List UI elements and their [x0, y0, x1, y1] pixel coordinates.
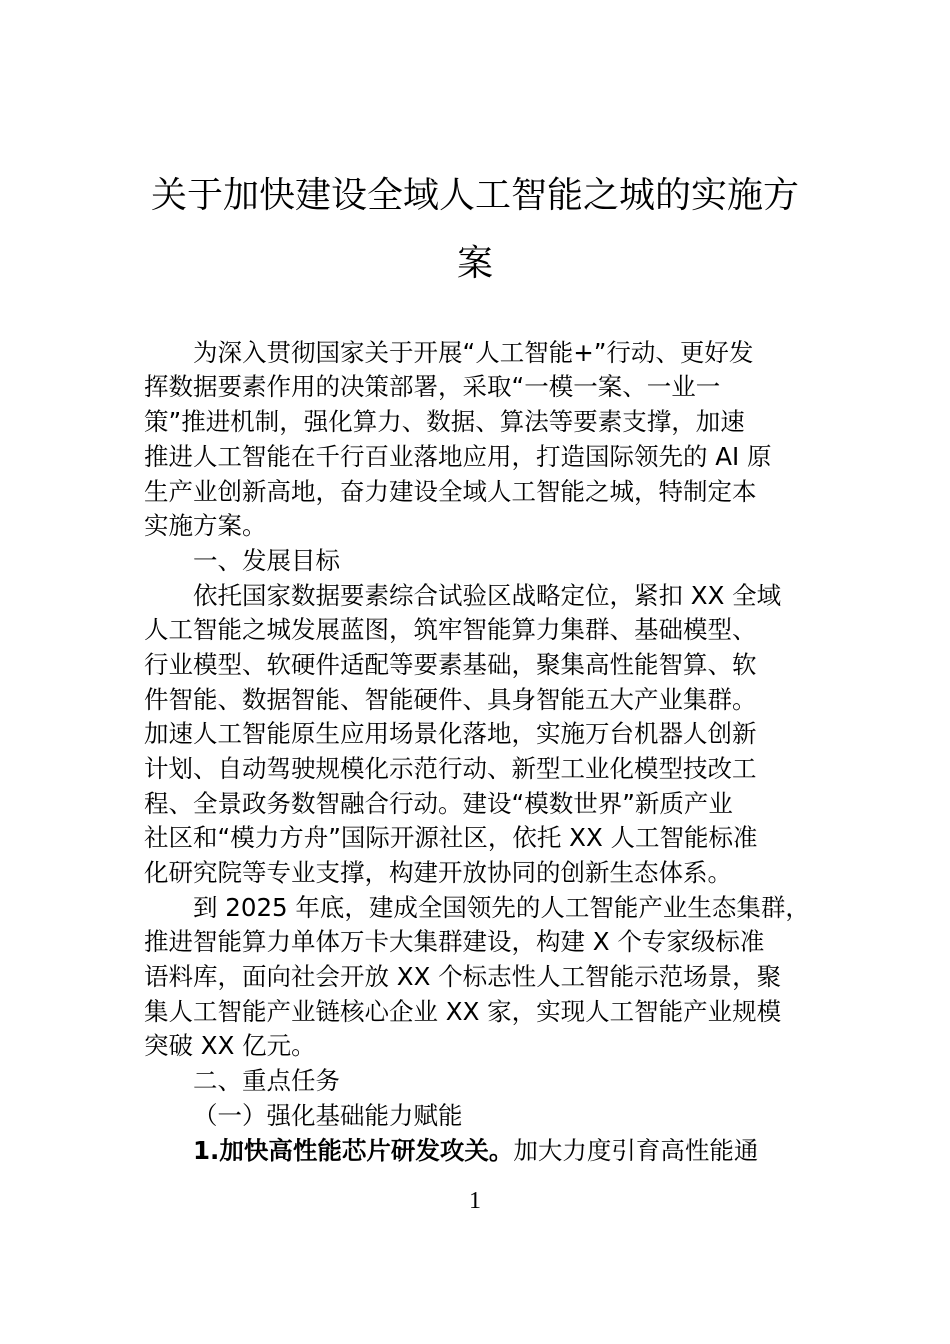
section-heading-key-tasks: 二、重点任务	[193, 1066, 340, 1095]
paragraph-1-line: 生产业创新高地，奋力建设全域人工智能之城，特制定本	[144, 477, 757, 506]
section-heading-development-goals: 一、发展目标	[193, 546, 340, 575]
paragraph-3-line: 语料库，面向社会开放 XX 个标志性人工智能示范场景，聚	[144, 962, 782, 991]
paragraph-1-line: 为深入贯彻国家关于开展“人工智能+”行动、更好发	[193, 338, 754, 367]
paragraph-1-line: 实施方案。	[144, 511, 267, 540]
paragraph-2-line: 人工智能之城发展蓝图，筑牢智能算力集群、基础模型、	[144, 615, 757, 644]
item-1-bold-heading: 1.加快高性能芯片研发攻关。	[193, 1136, 514, 1165]
paragraph-2-line: 件智能、数据智能、智能硬件、具身智能五大产业集群。	[144, 685, 757, 714]
paragraph-2-line: 行业模型、软硬件适配等要素基础，聚集高性能智算、软	[144, 650, 757, 679]
paragraph-3-line: 到 2025 年底，建成全国领先的人工智能产业生态集群，	[193, 893, 810, 922]
paragraph-2-line: 计划、自动驾驶规模化示范行动、新型工业化模型技改工	[144, 754, 757, 783]
paragraph-1-line: 策”推进机制，强化算力、数据、算法等要素支撑，加速	[144, 407, 745, 436]
item-1-line	[193, 1134, 883, 1168]
document-title-line-2: 案	[456, 243, 493, 284]
document-title-line-1: 关于加快建设全域人工智能之城的实施方	[150, 175, 799, 216]
paragraph-3-line: 突破 XX 亿元。	[144, 1031, 316, 1060]
item-1-text: 加大力度引育高性能通	[513, 1136, 759, 1165]
paragraph-2-line: 化研究院等专业支撑，构建开放协同的创新生态体系。	[144, 858, 732, 887]
paragraph-1-line: 挥数据要素作用的决策部署，采取“一模一案、一业一	[144, 372, 721, 401]
paragraph-1-line: 推进人工智能在千行百业落地应用，打造国际领先的 AI 原	[144, 442, 772, 471]
paragraph-2-line: 依托国家数据要素综合试验区战略定位，紧扣 XX 全域	[193, 581, 782, 610]
paragraph-2-line: 社区和“模力方舟”国际开源社区，依托 XX 人工智能标准	[144, 823, 758, 852]
paragraph-3-line: 集人工智能产业链核心企业 XX 家，实现人工智能产业规模	[144, 997, 782, 1026]
paragraph-2-line: 加速人工智能原生应用场景化落地，实施万台机器人创新	[144, 719, 757, 748]
subsection-heading: （一）强化基础能力赋能	[193, 1101, 463, 1130]
paragraph-3-line: 推进智能算力单体万卡大集群建设，构建 X 个专家级标准	[144, 927, 765, 956]
page-number: 1	[469, 1188, 481, 1214]
paragraph-2-line: 程、全景政务数智融合行动。建设“模数世界”新质产业	[144, 789, 733, 818]
